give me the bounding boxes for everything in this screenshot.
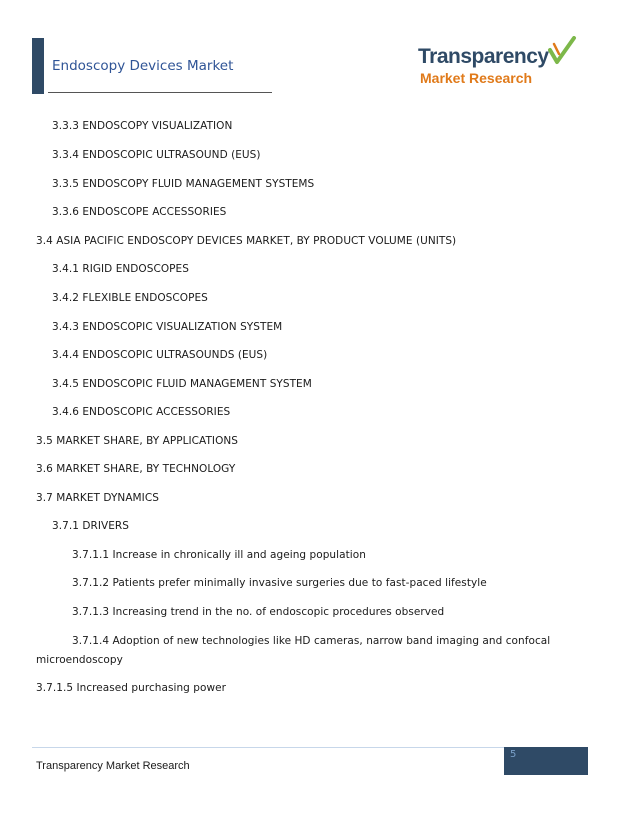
toc-entry: 3.5 MARKET SHARE, BY APPLICATIONS (36, 435, 239, 447)
page-title: Endoscopy Devices Market (52, 58, 234, 74)
toc-entry: microendoscopy (36, 654, 123, 666)
toc-entry: 3.4 ASIA PACIFIC ENDOSCOPY DEVICES MARKET, BY PRODUCT VOLUME (UNITS) (36, 235, 457, 247)
toc-entry: 3.4.2 FLEXIBLE ENDOSCOPES (52, 292, 208, 304)
toc-entry: 3.4.3 ENDOSCOPIC VISUALIZATION SYSTEM (52, 321, 283, 333)
header-rule (48, 92, 272, 93)
toc-entry: 3.3.5 ENDOSCOPY FLUID MANAGEMENT SYSTEMS (52, 178, 315, 190)
toc-entry: 3.7.1.1 Increase in chronically ill and ageing population (72, 549, 366, 561)
toc-entry: 3.7.1 DRIVERS (52, 520, 129, 532)
toc-entry: 3.4.5 ENDOSCOPIC FLUID MANAGEMENT SYSTEM (52, 378, 312, 390)
toc-entry: 3.7.1.3 Increasing trend in the no. of endoscopic procedures observed (72, 606, 445, 618)
toc-entry: 3.7.1.2 Patients prefer minimally invasive surgeries due to fast-paced lifestyle (72, 577, 487, 589)
footer-page-box (504, 747, 588, 775)
logo (416, 36, 578, 88)
toc-entry: 3.3.4 ENDOSCOPIC ULTRASOUND (EUS) (52, 149, 261, 161)
toc-entry: 3.7.1.5 Increased purchasing power (36, 682, 226, 694)
toc-entry: 3.4.4 ENDOSCOPIC ULTRASOUNDS (EUS) (52, 349, 268, 361)
logo-line2: Market Research (420, 70, 533, 86)
check-icon (550, 38, 574, 62)
logo-line1: Transparency (418, 45, 549, 68)
toc-entry: 3.6 MARKET SHARE, BY TECHNOLOGY (36, 463, 236, 475)
toc-entry: 3.7 MARKET DYNAMICS (36, 492, 159, 504)
header-bar (32, 38, 44, 94)
footer-text: Transparency Market Research (36, 760, 190, 772)
toc-entry: 3.4.1 RIGID ENDOSCOPES (52, 263, 189, 275)
page-number: 5 (510, 749, 517, 760)
toc-entry: 3.7.1.4 Adoption of new technologies like HD cameras, narrow band imaging and confocal (72, 635, 551, 647)
toc-entry: 3.3.6 ENDOSCOPE ACCESSORIES (52, 206, 227, 218)
toc-entry: 3.4.6 ENDOSCOPIC ACCESSORIES (52, 406, 231, 418)
toc-entry: 3.3.3 ENDOSCOPY VISUALIZATION (52, 120, 233, 132)
